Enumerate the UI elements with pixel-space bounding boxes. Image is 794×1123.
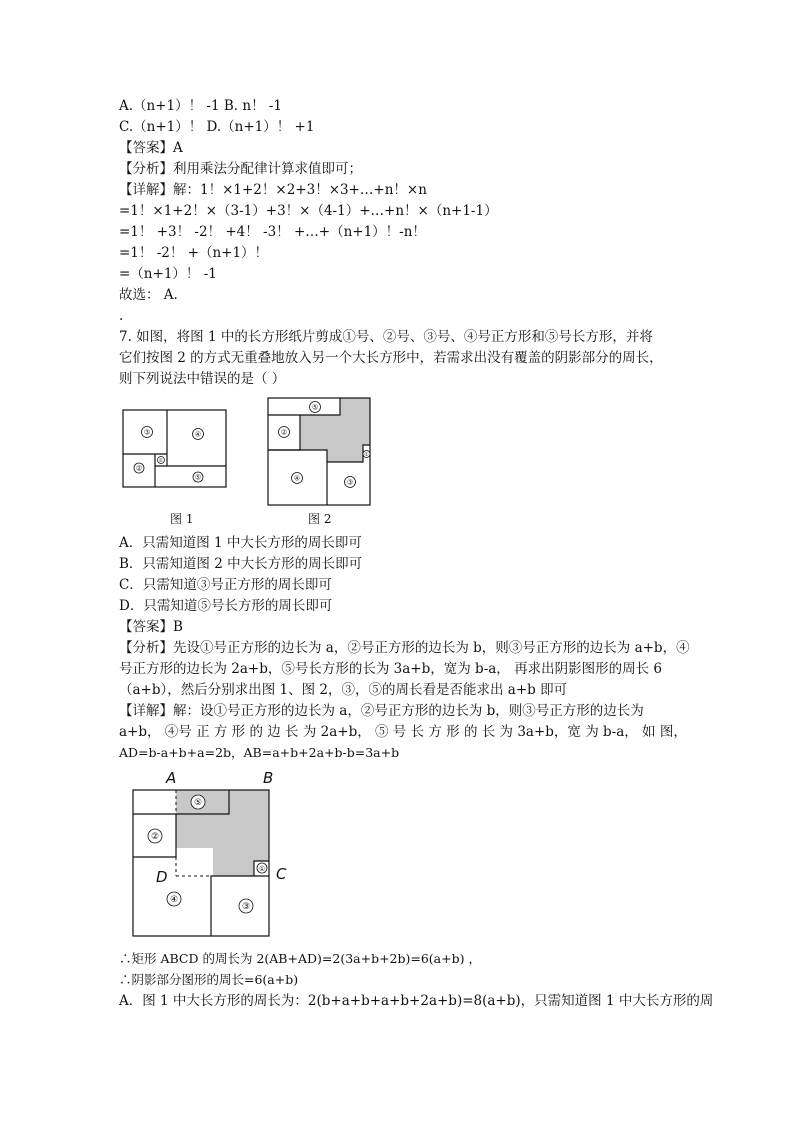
analysis-line: （a+b），然后分别求出图 1、图 2，③，⑤的周长看是否能求出 a+b 即可 xyxy=(119,682,568,698)
option-line-cd: C.（n+1）！ D.（n+1）！ +1 xyxy=(119,119,315,135)
step-line: =（n+1）！ -1 xyxy=(119,266,217,282)
question-stem: 7. 如图，将图 1 中的长方形纸片剪成①号、②号、③号、④号正方形和⑤号长方形，并将 xyxy=(119,329,653,345)
step-line: =1！ -2！ +（n+1）！ xyxy=(119,245,269,261)
shape-3-label: ③ xyxy=(346,478,354,487)
option-a: A．只需知道图 1 中大长方形的周长即可 xyxy=(119,535,362,551)
answer-line: 【答案】A xyxy=(119,140,183,156)
detail-line: 【详解】解：1！×1+2！×2+3！×3+…+n！×n xyxy=(119,182,427,198)
question-stem: 则下列说法中错误的是（ ） xyxy=(119,371,286,387)
shape-3-label: ③ xyxy=(143,428,151,437)
shaded-region xyxy=(176,790,269,876)
figure-2 xyxy=(263,393,375,509)
shape-2-label: ② xyxy=(135,464,143,473)
shape-4-label: ④ xyxy=(194,430,202,439)
conclusion-line: ∴矩形 ABCD 的周长为 2(AB+AD)=2(3a+b+2b)=6(a+b) ， xyxy=(119,951,481,966)
analysis-line: 【分析】先设①号正方形的边长为 a，②号正方形的边长为 b，则③号正方形的边长为 a+b，④ xyxy=(119,640,690,656)
step-line: =1！×1+2！×（3-1）+3！×（4-1）+…+n！×（n+1-1） xyxy=(119,203,498,219)
detail-line: AD=b-a+b+a=2b，AB=a+b+2a+b-b=3a+b xyxy=(119,745,400,760)
detail-line: a+b， ④号 正 方 形 的 边 长 为 2a+b， ⑤ 号 长 方 形 的 长 为 3a+b，宽 为 b-a， 如 图， xyxy=(119,724,687,740)
option-b: B．只需知道图 2 中大长方形的周长即可 xyxy=(119,556,363,572)
point-c-label: C xyxy=(276,865,287,883)
shape-3-label: ③ xyxy=(241,902,251,912)
shape-5-label: ⑤ xyxy=(193,798,203,808)
detail-figure xyxy=(126,766,294,940)
conclusion-line: A．图 1 中大长方形的周长为：2(b+a+b+a+b+2a+b)=8(a+b)，只需知道图 1 中大长方形的周 xyxy=(119,993,714,1009)
point-b-label: B xyxy=(263,769,274,787)
answer-line: 【答案】B xyxy=(119,619,183,635)
figure-1 xyxy=(118,405,232,493)
shape-4-label: ④ xyxy=(293,474,301,483)
question-stem: 它们按图 2 的方式无重叠地放入另一个大长方形中，若需求出没有覆盖的阴影部分的周长， xyxy=(119,350,663,366)
shape-2-label: ② xyxy=(150,832,160,842)
fig1-outer-rect xyxy=(123,410,226,487)
figure-2-caption: 图 2 xyxy=(308,512,332,526)
option-c: C．只需知道③号正方形的周长即可 xyxy=(119,577,332,593)
conclusion-line: ∴阴影部分图形的周长=6(a+b) xyxy=(119,972,299,987)
shape-2-label: ② xyxy=(280,428,288,437)
point-d-label: D xyxy=(156,868,168,886)
shape-1-label: ① xyxy=(364,452,369,458)
option-d: D．只需知道⑤号长方形的周长即可 xyxy=(119,598,333,614)
conclusion-line: 故选： A. xyxy=(119,287,178,303)
point-a-label: A xyxy=(166,769,177,787)
figure-1-caption: 图 1 xyxy=(170,512,194,526)
shape-1-label: ① xyxy=(158,458,164,464)
detail-line: 【详解】解：设①号正方形的边长为 a，②号正方形的边长为 b，则③号正方形的边长为 xyxy=(119,703,644,719)
shape-4-label: ④ xyxy=(169,895,179,905)
shape-5-label: ⑤ xyxy=(194,473,202,482)
step-line: =1！ +3！ -2！ +4！ -3！ +…+（n+1）！-n！ xyxy=(119,224,426,240)
option-line-ab: A.（n+1）！ -1 B. n！ -1 xyxy=(119,98,283,114)
dot-line: . xyxy=(119,308,124,324)
analysis-line: 【分析】利用乘法分配律计算求值即可； xyxy=(119,161,362,177)
shape-5-label: ⑤ xyxy=(311,403,319,412)
shape-1-label: ① xyxy=(258,865,266,873)
analysis-line: 号正方形的边长为 2a+b，⑤号长方形的长为 3a+b，宽为 b-a， 再求出阴影图形的周长 6 xyxy=(119,661,662,677)
